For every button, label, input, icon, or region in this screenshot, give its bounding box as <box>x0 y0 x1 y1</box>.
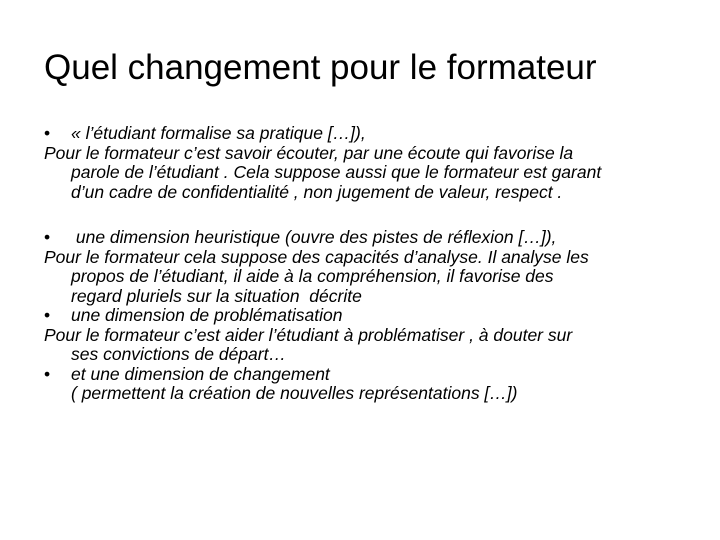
bullet-icon: • <box>44 123 51 143</box>
bullet-item-changement <box>44 365 694 404</box>
text-line: Pour le formateur c’est savoir écouter, par une écoute qui favorise la <box>44 142 574 163</box>
bullet-item-problematisation <box>44 306 694 326</box>
text-line: regard pluriels sur la situation décrite <box>71 285 362 306</box>
spacer <box>44 202 694 228</box>
text-line: ( permettent la création de nouvelles représentations […]) <box>71 383 518 403</box>
text-line: Pour le formateur c’est aider l’étudiant à problématiser , à douter sur <box>44 324 573 345</box>
slide-body <box>44 124 694 404</box>
text-line: et une dimension de changement <box>71 363 330 384</box>
text-line: une dimension de problématisation <box>71 305 343 325</box>
bullet-icon: • <box>44 363 51 384</box>
text-line: une dimension heuristique (ouvre des pistes de réflexion […]), <box>71 227 557 247</box>
text-line: d’un cadre de confidentialité , non jugement de valeur, respect . <box>71 181 563 202</box>
bullet-icon: • <box>44 305 51 325</box>
slide-title: Quel changement pour le formateur <box>44 48 597 87</box>
bullet-item-formalisation <box>44 124 694 144</box>
paragraph-problematiser <box>44 326 694 365</box>
text-line: parole de l’étudiant . Cela suppose aussi que le formateur est garant <box>71 162 602 182</box>
text-line: propos de l’étudiant, il aide à la compréhension, il favorise des <box>71 266 554 286</box>
text-line: Pour le formateur cela suppose des capacités d’analyse. Il analyse les <box>44 246 589 267</box>
paragraph-ecoute <box>44 144 694 203</box>
paragraph-analyse <box>44 248 694 307</box>
text-line: ses convictions de départ… <box>71 344 286 364</box>
bullet-icon: • <box>44 227 51 247</box>
text-line: « l’étudiant formalise sa pratique […]), <box>71 123 366 143</box>
bullet-item-heuristique <box>44 228 694 248</box>
